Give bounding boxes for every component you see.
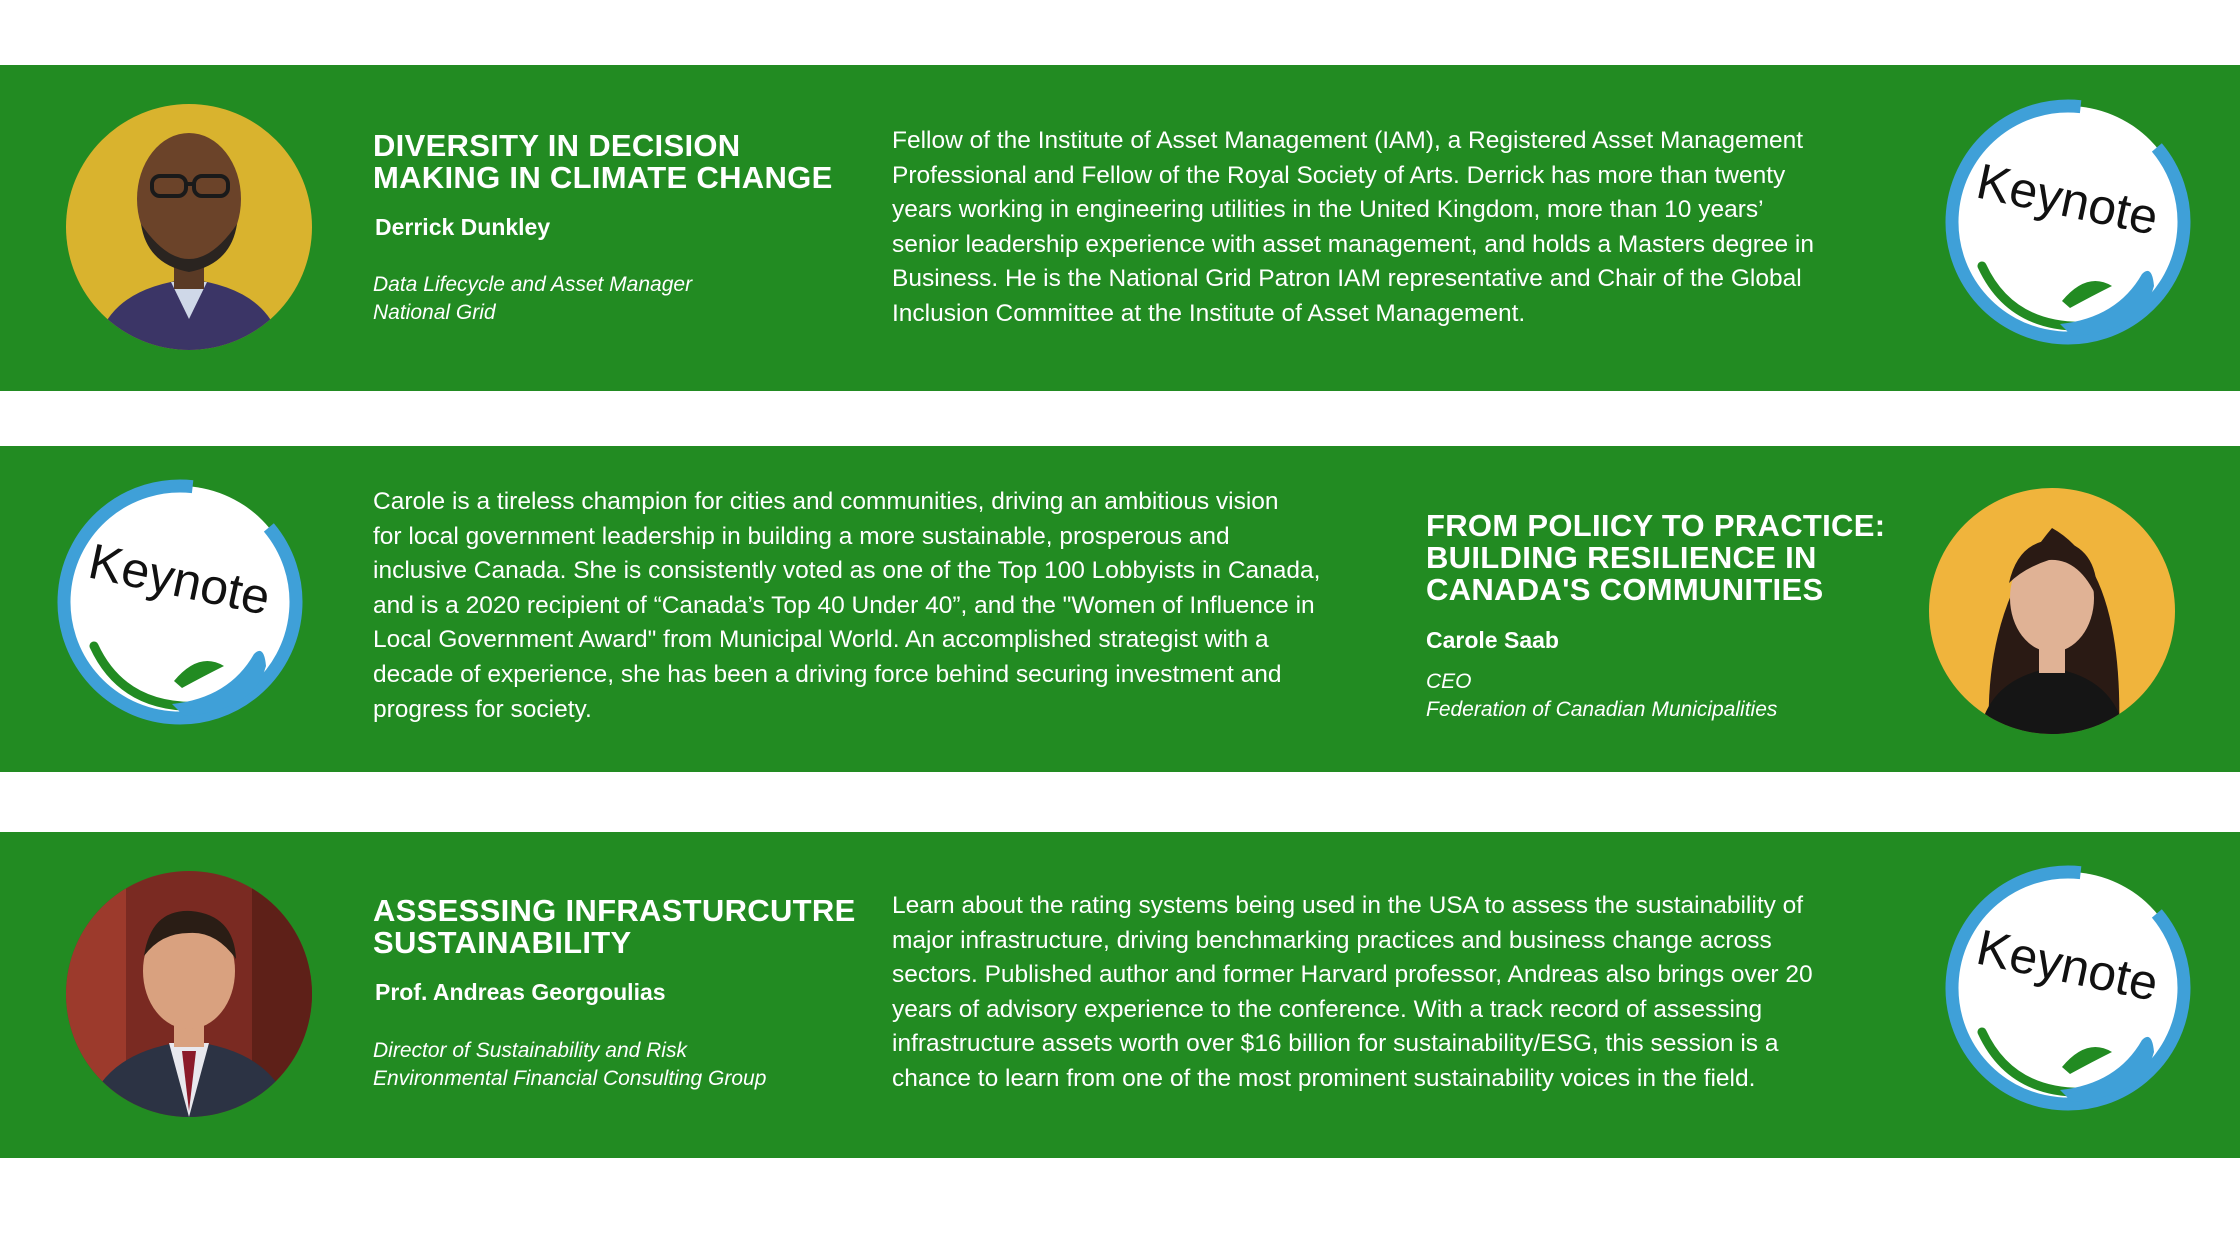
person-portrait-icon — [1929, 488, 2175, 734]
keynote-logo-icon — [1942, 862, 2194, 1114]
session-title: FROM POLIICY TO PRACTICE: BUILDING RESILIENCE IN CANADA'S COMMUNITIES — [1426, 508, 1886, 607]
speaker-role: CEO Federation of Canadian Municipalities — [1426, 670, 1778, 721]
speaker-photo — [1929, 488, 2175, 734]
speaker-description: Learn about the rating systems being used in the USA to assess the sustainability of major infrastructure, driving benchmarking practices and business change across sectors. Published author and former Harvard professor, Andreas also brings over 20 years of advisory experience to the conference. With a track record of assessing infrastructure assets worth over $16 billion for sustainability/ESG, this session is a chance to learn from one of the most prominent sustainability voices in the field. — [892, 892, 1813, 1092]
speaker-name: Carole Saab — [1426, 627, 1559, 653]
speaker-description: Fellow of the Institute of Asset Management (IAM), a Registered Asset Management Professional and Fellow of the Royal Society of Arts. Derrick has more than twenty years working in engineering utilities in the United Kingdom, more than 10 years’ senior leadership experience with asset management, and holds a Masters degree in Business. He is the National Grid Patron IAM representative and Chair of the Global Inclusion Committee at the Institute of Asset Management. — [892, 127, 1815, 327]
speaker-photo — [66, 871, 312, 1117]
speaker-card-derrick-dunkley — [0, 65, 2240, 391]
speaker-name: Prof. Andreas Georgoulias — [375, 979, 666, 1005]
person-portrait-icon — [66, 871, 312, 1117]
keynote-label: Keynote — [1971, 918, 2164, 1012]
keynote-badge — [54, 476, 306, 728]
keynote-badge — [1942, 862, 2194, 1114]
keynote-logo-icon — [54, 476, 306, 728]
speaker-photo — [66, 104, 312, 350]
speaker-card-andreas-georgoulias — [0, 832, 2240, 1158]
speaker-role: Director of Sustainability and Risk Environmental Financial Consulting Group — [373, 1039, 767, 1090]
person-portrait-icon — [66, 104, 312, 350]
speaker-card-carole-saab — [0, 446, 2240, 772]
speaker-name: Derrick Dunkley — [375, 214, 551, 240]
keynote-badge — [1942, 96, 2194, 348]
speaker-description: Carole is a tireless champion for cities and communities, driving an ambitious vision for local government leadership in building a more sustainable, prosperous and inclusive Canada. She is consistently voted as one of the Top 100 Lobbyists in Canada, and is a 2020 recipient of “Canada’s Top 40 Under 40”, and the "Women of Influence in Local Government Award" from Municipal World. An accomplished strategist with a decade of experience, she has been a driving force behind securing investment and progress for society. — [373, 488, 1321, 723]
keynote-logo-icon — [1942, 96, 2194, 348]
session-title: ASSESSING INFRASTURCUTRE SUSTAINABILITY — [373, 893, 856, 960]
keynote-label: Keynote — [83, 532, 276, 626]
session-title: DIVERSITY IN DECISION MAKING IN CLIMATE CHANGE — [373, 128, 833, 195]
speaker-role: Data Lifecycle and Asset Manager National Grid — [373, 273, 693, 324]
keynote-label: Keynote — [1971, 152, 2164, 246]
